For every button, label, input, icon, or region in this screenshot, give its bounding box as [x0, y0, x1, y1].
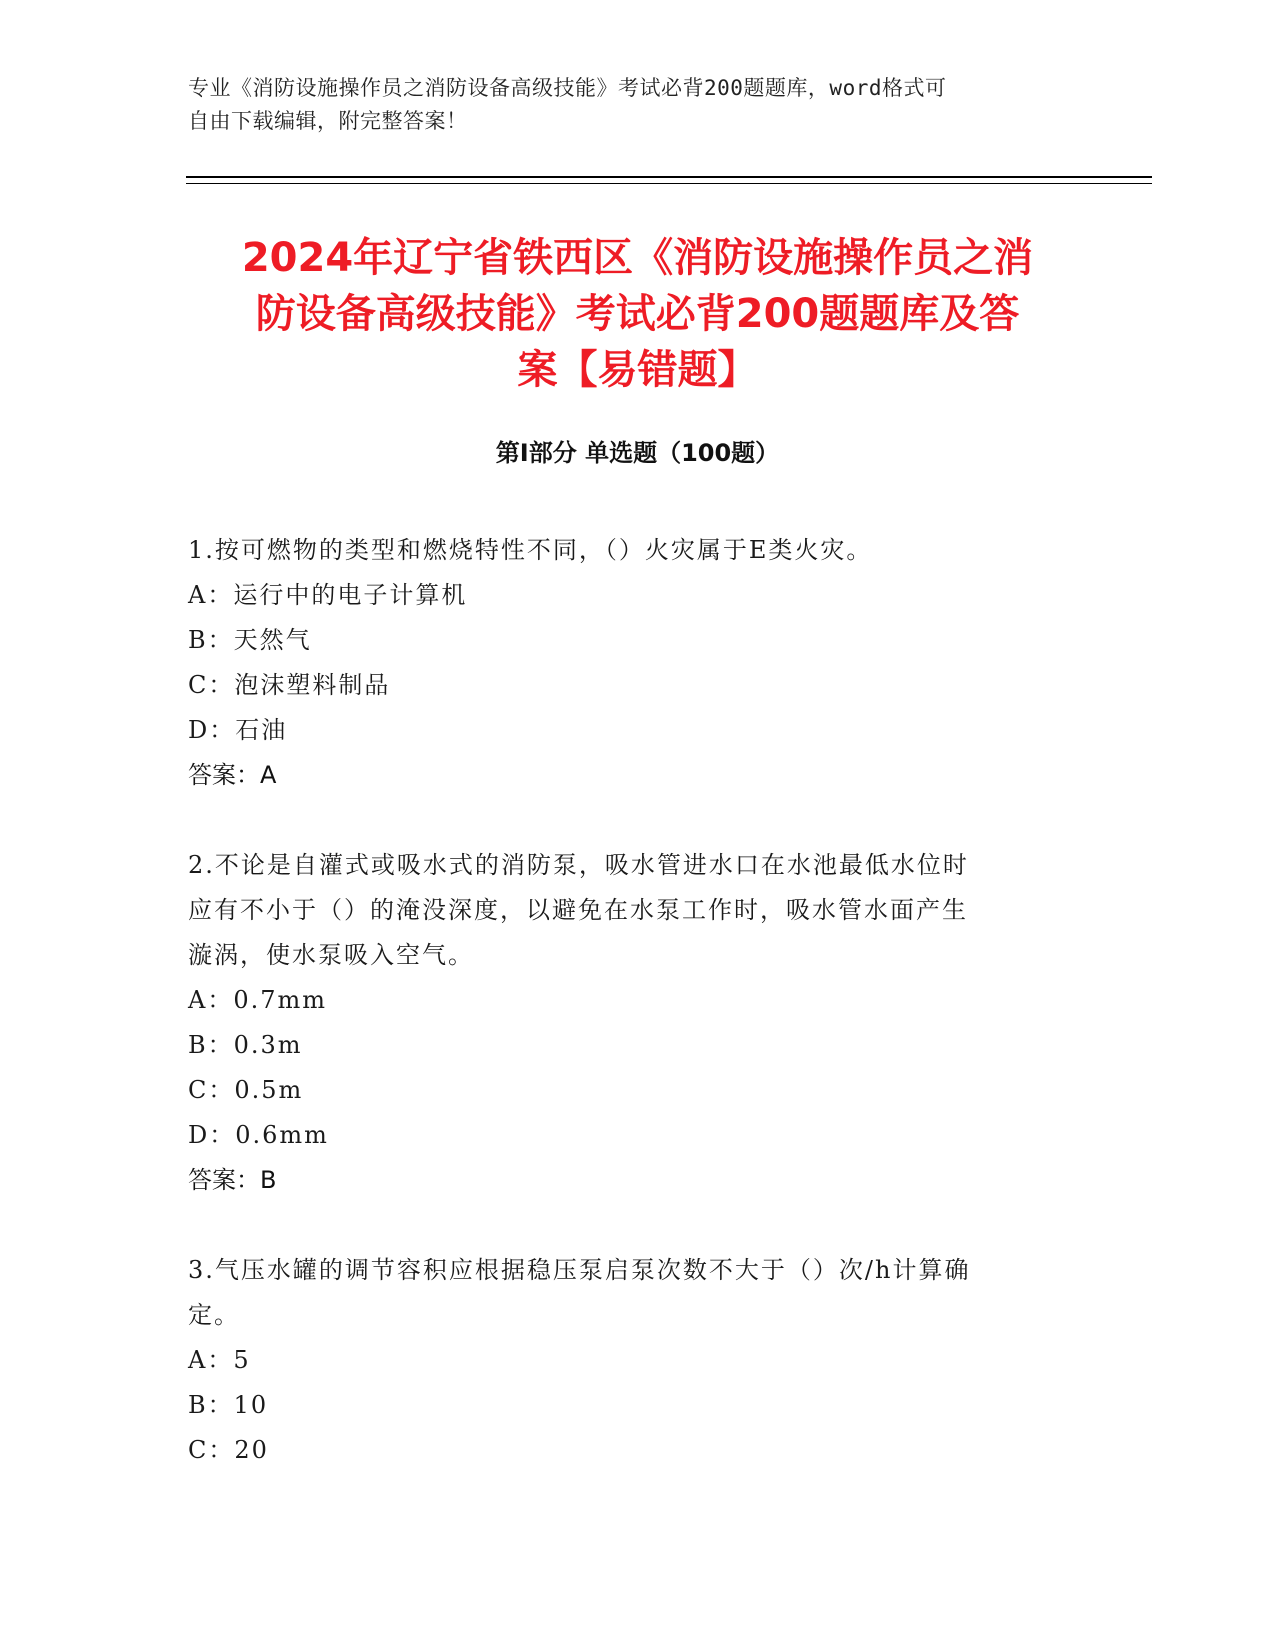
option-label: C：: [188, 671, 235, 699]
answer-option: [188, 1023, 1068, 1068]
option-text: 泡沫塑料制品: [234, 671, 391, 699]
option-text: 天然气: [233, 626, 312, 654]
question-stem: 3.气压水罐的调节容积应根据稳压泵启泵次数不大于（）次/h计算确: [188, 1256, 971, 1284]
option-label: B：: [188, 1391, 234, 1419]
question-answer: 答案：B: [188, 1166, 277, 1194]
title-line: 2024年辽宁省铁西区《消防设施操作员之消: [241, 235, 1034, 281]
answer-option: [188, 1068, 1068, 1113]
question-stem: 2.不论是自灌式或吸水式的消防泵，吸水管进水口在水池最低水位时: [188, 851, 969, 879]
option-text: 0.6mm: [235, 1121, 329, 1149]
option-text: 0.5m: [234, 1076, 304, 1104]
option-label: D：: [188, 1121, 236, 1149]
question-stem: 漩涡，使水泵吸入空气。: [188, 941, 474, 969]
header-note: [188, 72, 1068, 138]
question-stem: 定。: [188, 1301, 240, 1329]
option-text: 0.3m: [233, 1031, 303, 1059]
header-divider-thick: [186, 176, 1152, 178]
header-note-line: 自由下载编辑，附完整答案！: [188, 109, 468, 133]
option-label: B：: [188, 626, 234, 654]
option-text: 0.7mm: [233, 986, 328, 1014]
title-line: 防设备高级技能》考试必背200题题库及答: [255, 291, 1020, 337]
option-label: A：: [188, 581, 234, 609]
header-note-line: 专业《消防设施操作员之消防设备高级技能》考试必背200题题库，word格式可: [188, 76, 947, 100]
answer-option: [188, 978, 1068, 1023]
answer-option: [188, 708, 1068, 753]
option-label: A：: [188, 1346, 234, 1374]
answer-option: [188, 1428, 1068, 1473]
document-title: [160, 230, 1115, 398]
title-line: 案【易错题】: [517, 347, 758, 393]
option-text: 5: [233, 1346, 251, 1374]
option-text: 运行中的电子计算机: [233, 581, 468, 609]
option-label: A：: [188, 986, 234, 1014]
question-item: [188, 843, 1068, 1203]
question-list: [188, 528, 1068, 1518]
option-text: 10: [233, 1391, 269, 1419]
answer-option: [188, 1383, 1068, 1428]
question-answer: 答案：A: [188, 761, 277, 789]
question-item: [188, 1248, 1068, 1473]
answer-option: [188, 573, 1068, 618]
option-label: C：: [188, 1436, 235, 1464]
option-label: C：: [188, 1076, 235, 1104]
question-item: [188, 528, 1068, 798]
question-stem: 应有不小于（）的淹没深度，以避免在水泵工作时，吸水管水面产生: [188, 896, 968, 924]
option-text: 石油: [235, 716, 288, 744]
answer-option: [188, 1338, 1068, 1383]
answer-option: [188, 618, 1068, 663]
option-label: D：: [188, 716, 236, 744]
answer-option: [188, 1113, 1068, 1158]
question-stem: 1.按可燃物的类型和燃烧特性不同，（）火灾属于E类火灾。: [188, 536, 873, 564]
option-text: 20: [234, 1436, 269, 1464]
header-divider-thin: [186, 183, 1152, 184]
answer-option: [188, 663, 1068, 708]
option-label: B：: [188, 1031, 234, 1059]
section-title: 第Ⅰ部分 单选题（100题）: [495, 439, 780, 467]
